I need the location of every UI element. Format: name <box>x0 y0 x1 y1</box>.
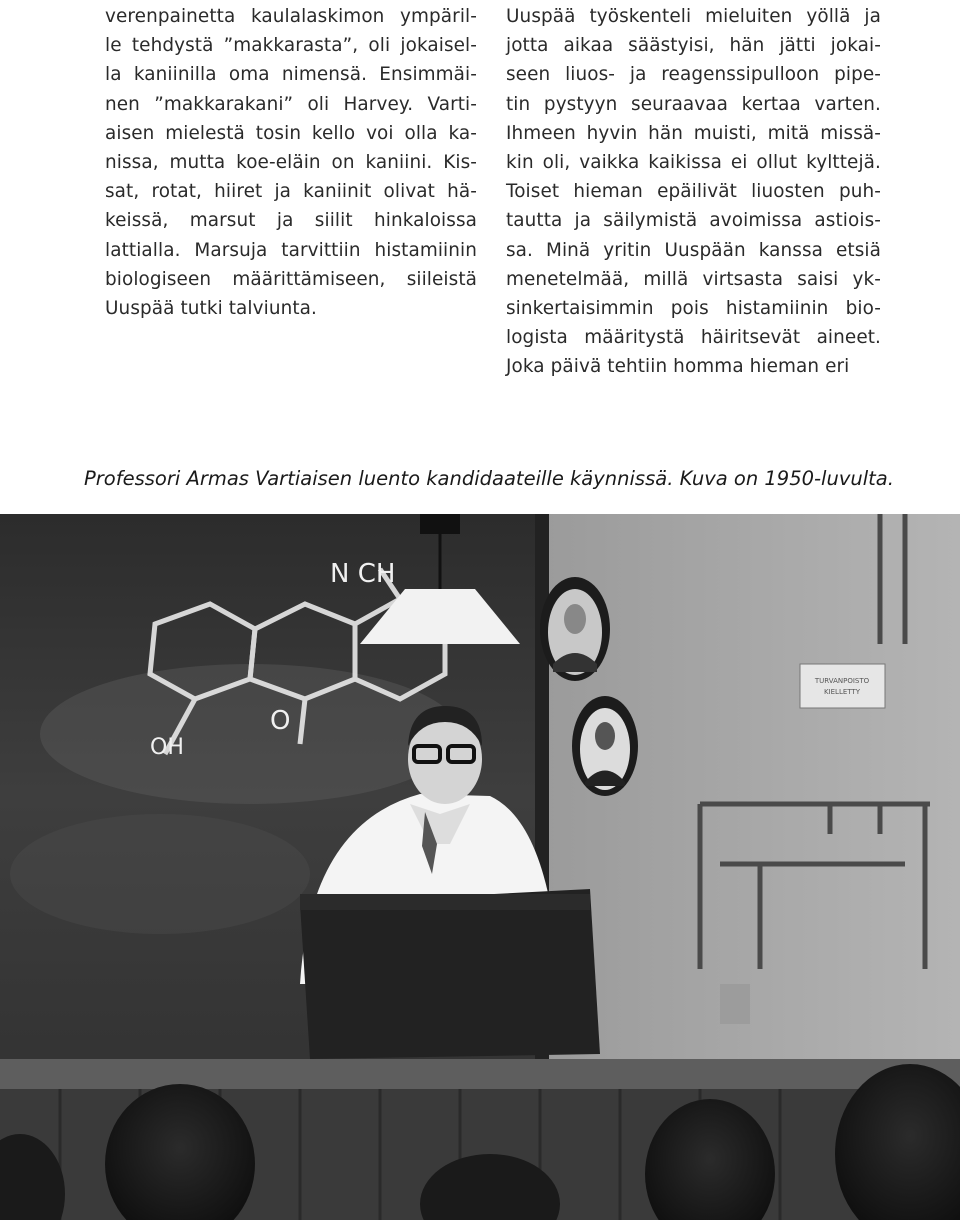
text-line: Uuspää tutki talviunta. <box>105 298 317 320</box>
text-line: tautta ja säilymistä avoimissa astiois- <box>506 210 881 232</box>
lectern <box>300 889 600 1059</box>
front-desk <box>0 1059 960 1089</box>
beaker-icon <box>720 984 750 1024</box>
text-line: Ihmeen hyvin hän muisti, mitä missä- <box>506 122 881 144</box>
wall-sign-line: TURVANPOISTO <box>814 677 870 685</box>
text-line: sinkertaisimmin pois histamiinin bio- <box>506 298 881 320</box>
left-text-column <box>105 2 477 323</box>
text-line: sat, rotat, hiiret ja kaniinit olivat hä- <box>105 181 477 203</box>
photo-caption: Professori Armas Vartiaisen luento kandidaateille käynnissä. Kuva on 1950-luvulta. <box>84 467 894 490</box>
text-line: keissä, marsut ja siilit hinkaloissa <box>105 210 477 232</box>
text-line: verenpainetta kaulalaskimon ympäril- <box>105 6 477 27</box>
board-text: OH <box>150 735 184 760</box>
text-line: logista määritystä häiritsevät aineet. <box>506 327 881 349</box>
wall-sign-line: KIELLETTY <box>823 688 861 696</box>
text-line: le tehdystä ”makkarasta”, oli jokaisel- <box>105 35 477 57</box>
board-text: O <box>270 706 291 736</box>
lecture-photo-illustration <box>0 514 960 1220</box>
text-line: nen ”makkarakani” oli Harvey. Varti- <box>105 93 477 115</box>
board-text: N CH <box>330 559 396 589</box>
text-line: menetelmää, millä virtsasta saisi yk- <box>506 268 881 290</box>
text-line: sa. Minä yritin Uuspään kanssa etsiä <box>506 239 881 261</box>
text-line: la kaniinilla oma nimensä. Ensimmäi- <box>105 64 477 86</box>
text-line: lattialla. Marsuja tarvittiin histamiinin <box>105 239 477 261</box>
text-line: biologiseen määrittämiseen, siileistä <box>105 268 477 290</box>
text-line: Joka päivä tehtiin homma hieman eri <box>506 356 850 378</box>
text-line: Uuspää työskenteli mieluiten yöllä ja <box>506 6 881 27</box>
right-text-column <box>506 2 881 382</box>
text-line: kin oli, vaikka kaikissa ei ollut kylttejä. <box>506 152 881 174</box>
lecture-photo <box>0 514 960 1220</box>
text-line: aisen mielestä tosin kello voi olla ka- <box>105 122 477 144</box>
wall-sign <box>800 664 885 708</box>
text-line: seen liuos- ja reagenssipulloon pipe- <box>506 64 881 86</box>
text-line: jotta aikaa säästyisi, hän jätti jokai- <box>506 35 881 57</box>
text-line: tin pystyyn seuraavaa kertaa varten. <box>506 93 881 115</box>
text-line: nissa, mutta koe-eläin on kaniini. Kis- <box>105 152 477 174</box>
text-line: Toiset hieman epäilivät liuosten puh- <box>506 181 881 203</box>
